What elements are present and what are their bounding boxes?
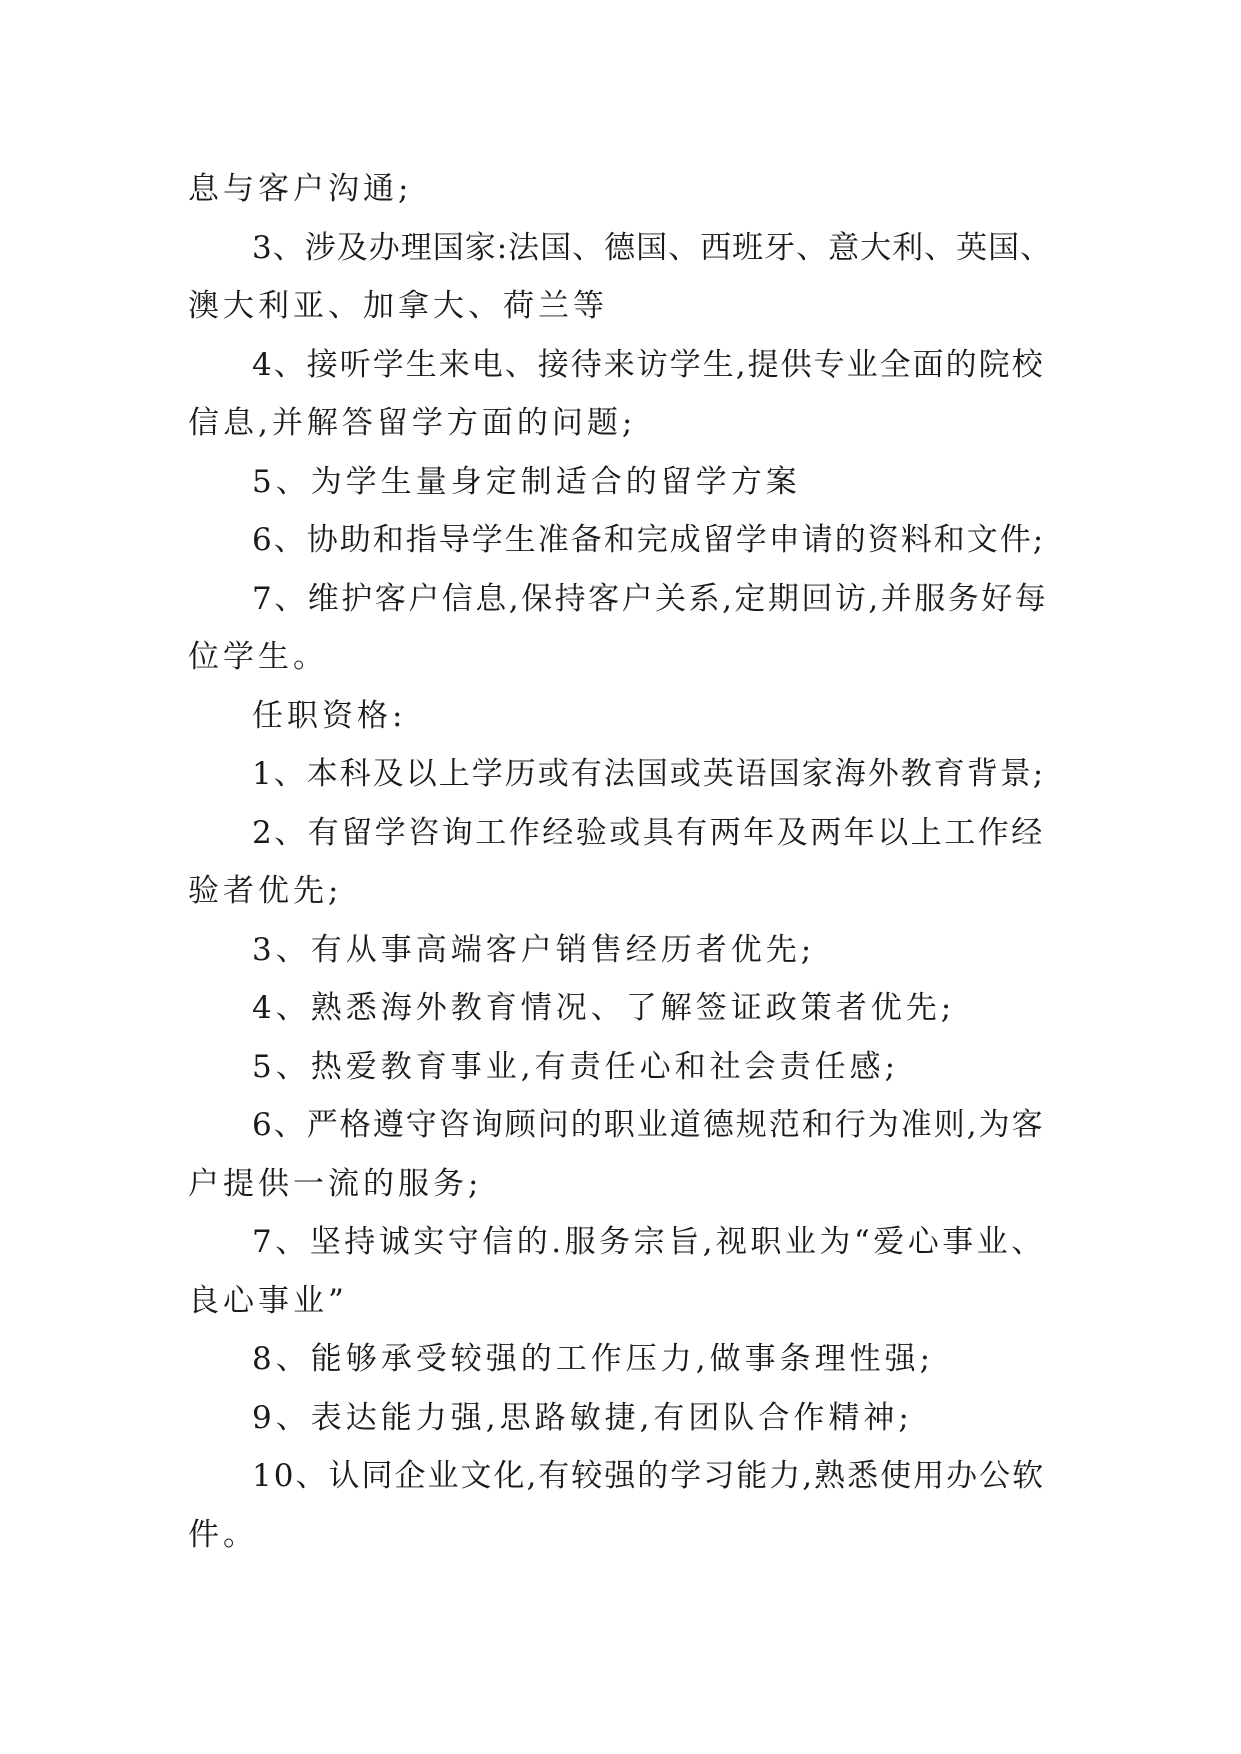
text-line: 7、坚持诚实守信的.服务宗旨,视职业为“爱心事业、 [252, 1224, 1046, 1260]
text-line: 验者优先; [188, 873, 343, 909]
text-line: 3、涉及办理国家:法国、德国、西班牙、意大利、英国、 [252, 229, 1053, 266]
text-line: 8、能够承受较强的工作压力,做事条理性强; [252, 1341, 935, 1377]
text-line: 6、严格遵守咨询顾问的职业道德规范和行为准则,为客 [252, 1107, 1045, 1143]
text-line: 任职资格: [252, 697, 407, 734]
text-line: 7、维护客户信息,保持客户关系,定期回访,并服务好每 [252, 580, 1049, 617]
text-line: 4、熟悉海外教育情况、了解签证政策者优先; [252, 990, 956, 1026]
text-line: 6、协助和指导学生准备和完成留学申请的资料和文件; [252, 522, 1046, 558]
text-line: 件。 [188, 1516, 258, 1553]
text-line: 5、为学生量身定制适合的留学方案 [252, 463, 801, 500]
text-line: 5、热爱教育事业,有责任心和社会责任感; [252, 1048, 900, 1085]
text-line: 4、接听学生来电、接待来访学生,提供专业全面的院校 [252, 346, 1045, 383]
text-line: 1、本科及以上学历或有法国或英语国家海外教育背景; [252, 756, 1046, 792]
text-line: 2、有留学咨询工作经验或具有两年及两年以上工作经 [252, 814, 1045, 851]
text-line: 良心事业” [188, 1282, 348, 1319]
text-line: 位学生。 [188, 639, 328, 675]
document-body [188, 160, 1054, 1564]
text-line: 户提供一流的服务; [188, 1165, 483, 1202]
text-line: 3、有从事高端客户销售经历者优先; [252, 931, 816, 968]
text-line: 澳大利亚、加拿大、荷兰等 [188, 288, 608, 324]
text-line: 9、表达能力强,思路敏捷,有团队合作精神; [252, 1399, 913, 1436]
text-line: 10、认同企业文化,有较强的学习能力,熟悉使用办公软 [252, 1458, 1046, 1494]
text-line: 息与客户沟通; [188, 171, 413, 207]
text-line: 信息,并解答留学方面的问题; [188, 405, 637, 441]
